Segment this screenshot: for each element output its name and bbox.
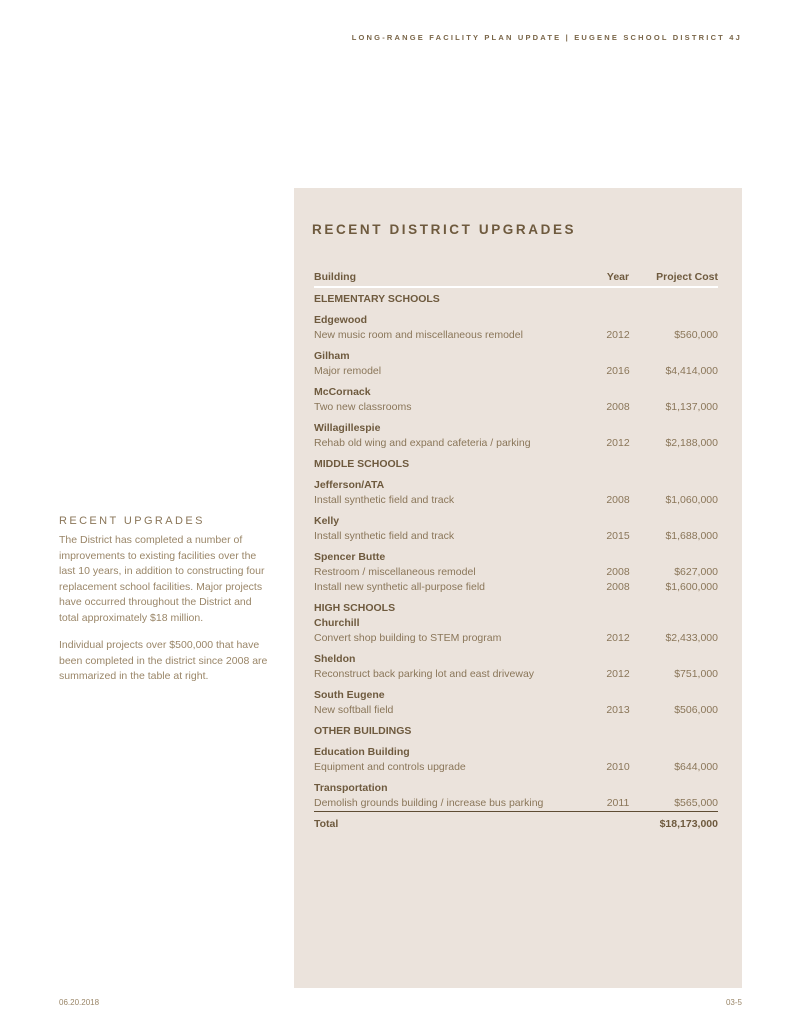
- sidebar-heading: RECENT UPGRADES: [59, 515, 205, 527]
- project-description: New music room and miscellaneous remodel: [314, 329, 523, 341]
- project-description: Demolish grounds building / increase bus parking: [314, 797, 544, 809]
- building-name: Transportation: [314, 782, 388, 794]
- table-row: [314, 760, 718, 775]
- building-name: Jefferson/ATA: [314, 479, 385, 491]
- sidebar-paragraph-2: Individual projects over $500,000 that have been completed in the district since 2008 are summarized in the table at right.: [59, 639, 268, 682]
- building-name: Willagillespie: [314, 422, 381, 434]
- total-cost: $18,173,000: [659, 818, 718, 830]
- building-name: Education Building: [314, 746, 410, 758]
- project-description: Install synthetic field and track: [314, 530, 455, 542]
- column-header-year: Year: [606, 271, 630, 283]
- project-year: 2013: [606, 704, 630, 716]
- project-year: 2012: [606, 668, 630, 680]
- project-cost: $1,688,000: [665, 530, 718, 542]
- table-row: [314, 364, 718, 379]
- project-cost: $627,000: [674, 566, 718, 578]
- column-header-building: Building: [314, 271, 356, 283]
- building-name: South Eugene: [314, 689, 385, 701]
- table-row: [314, 565, 718, 580]
- footer-page-number: 03-5: [725, 998, 742, 1007]
- table-row: [314, 493, 718, 508]
- building-name: Edgewood: [314, 314, 368, 326]
- table-row: [314, 667, 718, 682]
- sidebar: [59, 515, 274, 697]
- project-year: 2010: [606, 761, 630, 773]
- project-cost: $1,137,000: [665, 401, 718, 413]
- project-cost: $2,433,000: [665, 632, 718, 644]
- table-row: [314, 796, 718, 812]
- project-description: Restroom / miscellaneous remodel: [314, 566, 476, 578]
- project-description: Equipment and controls upgrade: [314, 761, 466, 773]
- sidebar-paragraph-1: The District has completed a number of improvements to existing facilities over the last 10 years, in addition to constructing four replacement school facilities. Major projects have occurred throughout the District and total approximately $18 million.: [59, 534, 265, 624]
- project-year: 2012: [606, 329, 630, 341]
- project-description: Install synthetic field and track: [314, 494, 455, 506]
- building-name: Sheldon: [314, 653, 356, 665]
- building-name: Spencer Butte: [314, 551, 386, 563]
- upgrades-table: [314, 270, 718, 832]
- column-header-cost: Project Cost: [656, 271, 718, 283]
- project-description: New softball field: [314, 704, 394, 716]
- project-description: Convert shop building to STEM program: [314, 632, 502, 644]
- project-year: 2011: [606, 797, 630, 809]
- building-name: Kelly: [314, 515, 340, 527]
- group-header: OTHER BUILDINGS: [314, 725, 412, 737]
- group-header: HIGH SCHOOLS: [314, 602, 396, 614]
- project-description: Rehab old wing and expand cafeteria / parking: [314, 437, 531, 449]
- table-header: [314, 270, 718, 288]
- project-year: 2008: [606, 566, 630, 578]
- group-header: MIDDLE SCHOOLS: [314, 458, 410, 470]
- table-row: [314, 580, 718, 595]
- project-description: Reconstruct back parking lot and east driveway: [314, 668, 535, 680]
- project-cost: $4,414,000: [665, 365, 718, 377]
- project-year: 2008: [606, 401, 630, 413]
- total-year-empty: [598, 817, 638, 832]
- project-cost: $506,000: [674, 704, 718, 716]
- table-row: [314, 703, 718, 718]
- table-row: [314, 400, 718, 415]
- panel-title: RECENT DISTRICT UPGRADES: [312, 222, 577, 237]
- project-cost: $1,600,000: [665, 581, 718, 593]
- project-description: Major remodel: [314, 365, 382, 377]
- project-cost: $644,000: [674, 761, 718, 773]
- project-description: Install new synthetic all-purpose field: [314, 581, 486, 593]
- project-cost: $751,000: [674, 668, 718, 680]
- upgrades-panel: [294, 188, 742, 988]
- project-year: 2012: [606, 437, 630, 449]
- table-row: [314, 631, 718, 646]
- project-description: Two new classrooms: [314, 401, 412, 413]
- project-year: 2016: [606, 365, 630, 377]
- footer-date: 06.20.2018: [59, 998, 100, 1007]
- page-header-title: LONG-RANGE FACILITY PLAN UPDATE | EUGENE SCHOOL DISTRICT 4J: [351, 33, 742, 42]
- project-year: 2012: [606, 632, 630, 644]
- building-name: Churchill: [314, 617, 360, 629]
- table-row: [314, 529, 718, 544]
- project-year: 2008: [606, 494, 630, 506]
- building-name: McCornack: [314, 386, 371, 398]
- project-cost: $565,000: [674, 797, 718, 809]
- table-row: [314, 328, 718, 343]
- table-row: [314, 436, 718, 451]
- project-year: 2008: [606, 581, 630, 593]
- project-cost: $2,188,000: [665, 437, 718, 449]
- project-cost: $560,000: [674, 329, 718, 341]
- project-cost: $1,060,000: [665, 494, 718, 506]
- project-year: 2015: [606, 530, 630, 542]
- total-row: [314, 817, 718, 832]
- group-header: ELEMENTARY SCHOOLS: [314, 293, 440, 305]
- total-label: Total: [314, 818, 339, 830]
- building-name: Gilham: [314, 350, 350, 362]
